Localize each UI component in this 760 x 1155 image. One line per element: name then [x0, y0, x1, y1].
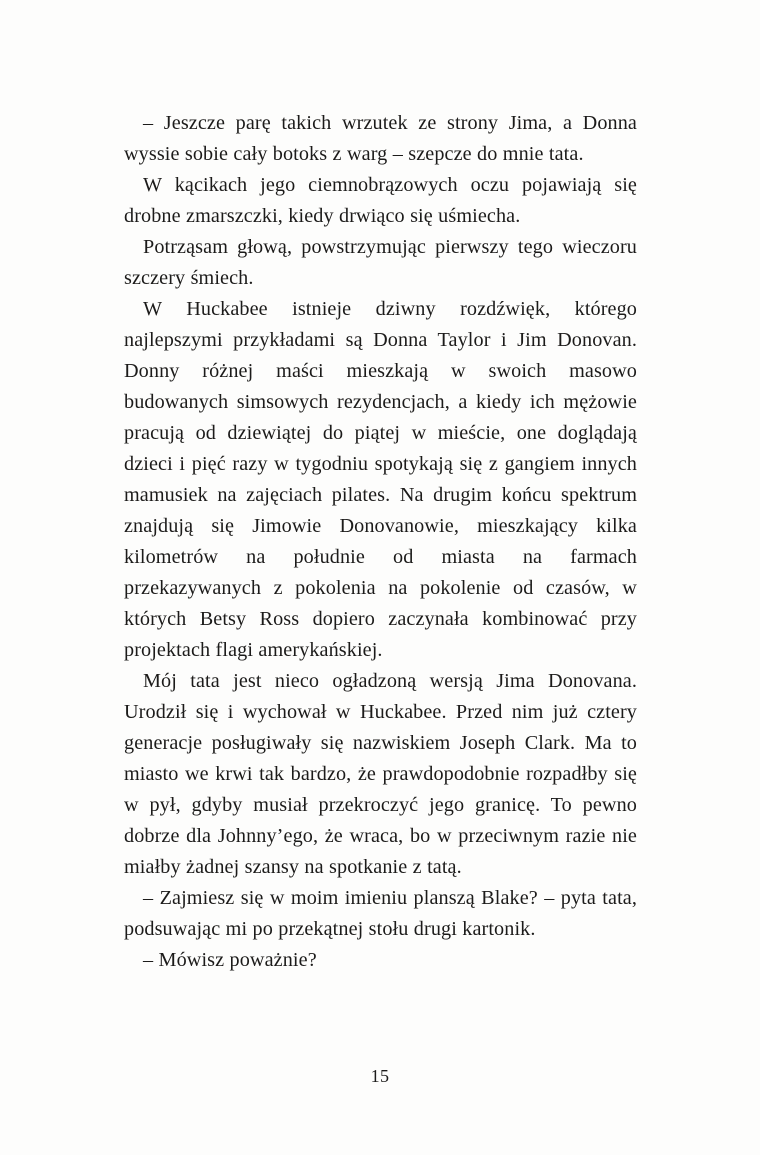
paragraph: Mój tata jest nieco ogładzoną wersją Jima Donovana. Urodził się i wychował w Huckabee. Przed nim już cztery generacje posługiwały się nazwiskiem Joseph Clark. Ma to miasto we krwi tak bardzo, że prawdopodobnie rozpadłby się w pył, gdyby musiał przekroczyć jego granicę. To pewno dobrze dla Johnny’ego, że wraca, bo w przeciwnym razie nie miałby żadnej szansy na spotkanie z tatą. [124, 670, 637, 878]
paragraph: Potrząsam głową, powstrzymując pierwszy tego wieczoru szczery śmiech. [124, 236, 637, 289]
paragraph: W kącikach jego ciemnobrązowych oczu pojawiają się drobne zmarszczki, kiedy drwiąco się uśmiecha. [124, 174, 637, 227]
page-number: 15 [370, 1066, 390, 1086]
paragraph: – Zajmiesz się w moim imieniu planszą Blake? – pyta tata, podsuwając mi po przekątnej stołu drugi kartonik. [124, 887, 637, 940]
paragraph: W Huckabee istnieje dziwny rozdźwięk, którego najlepszymi przykładami są Donna Taylor i Jim Donovan. Donny różnej maści mieszkają w swoich masowo budowanych simsowych rezydencjach, a kiedy ich mężowie pracują od dziewiątej do piątej w mieście, one doglądają dzieci i pięć razy w tygodniu spotykają się z gangiem innych mamusiek na zajęciach pilates. Na drugim końcu spektrum znajdują się Jimowie Donovanowie, mieszkający kilka kilometrów na południe od miasta na farmach przekazywanych z pokolenia na pokolenie od czasów, w których Betsy Ross dopiero zaczynała kombinować przy projektach flagi amerykańskiej. [124, 298, 637, 661]
paragraph: – Mówisz poważnie? [143, 949, 317, 971]
page-text-block [124, 108, 637, 976]
paragraph: – Jeszcze parę takich wrzutek ze strony Jima, a Donna wyssie sobie cały botoks z warg – szepcze do mnie tata. [124, 112, 637, 165]
